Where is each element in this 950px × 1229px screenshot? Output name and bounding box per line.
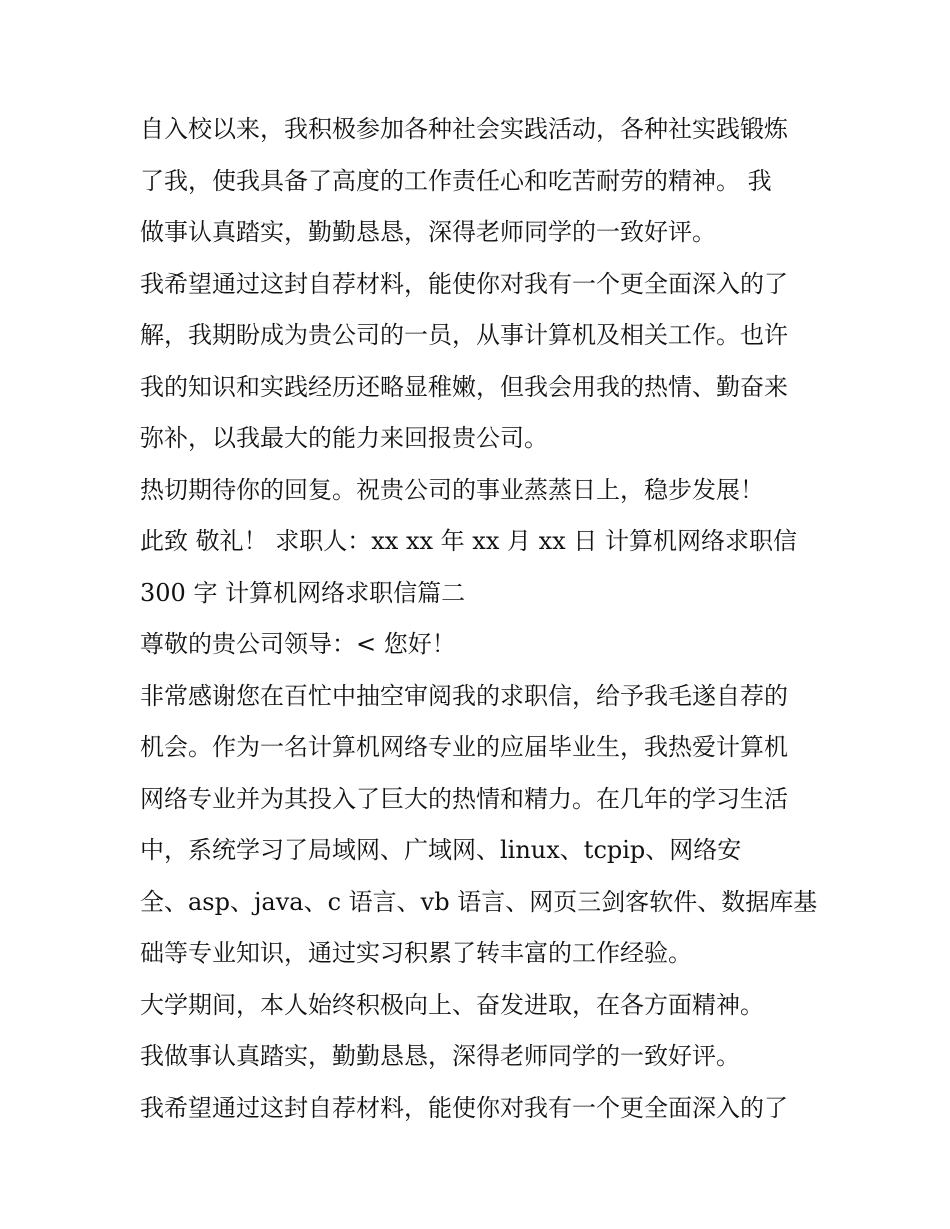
text-line: 我的知识和实践经历还略显稚嫩，但我会用我的热情、勤奋来 (140, 372, 788, 401)
text-line: 机会。作为一名计算机网络专业的应届毕业生，我热爱计算机 (140, 733, 788, 761)
text-line: 我希望通过这封自荐材料，能使你对我有一个更全面深入的了 (140, 269, 788, 298)
text-line: 全、asp、java、c 语言、vb 语言、网页三剑客软件、数据库基 (140, 887, 818, 916)
text-line: 热切期待你的回复。祝贵公司的事业蒸蒸日上，稳步发展！ (140, 475, 764, 504)
text-line: 做事认真踏实，勤勤恳恳，深得老师同学的一致好评。 (140, 218, 716, 246)
text-line: 网络专业并为其投入了巨大的热情和精力。在几年的学习生活 (140, 784, 788, 813)
document-body (140, 104, 820, 1134)
section-title: 300 字 计算机网络求职信篇二 (140, 578, 466, 607)
text-line: 自入校以来，我积极参加各种社会实践活动，各种社实践锻炼 (140, 115, 788, 143)
text-line: 中，系统学习了局域网、广域网、linux、tcpip、网络安 (140, 836, 742, 864)
closing-line: 此致 敬礼！ 求职人：xx xx 年 xx 月 xx 日 计算机网络求职信 (140, 527, 797, 555)
text-line: 大学期间，本人始终积极向上、奋发进取，在各方面精神。 (140, 990, 764, 1019)
text-line: 我做事认真踏实，勤勤恳恳，深得老师同学的一致好评。 (140, 1042, 740, 1070)
text-line: 础等专业知识，通过实习积累了转丰富的工作经验。 (140, 939, 692, 967)
text-line: 解，我期盼成为贵公司的一员，从事计算机及相关工作。也许 (140, 321, 788, 349)
text-line: 了我，使我具备了高度的工作责任心和吃苦耐劳的精神。 我 (140, 166, 772, 195)
text-line: 我希望通过这封自荐材料，能使你对我有一个更全面深入的了 (140, 1093, 788, 1122)
text-line: 弥补，以我最大的能力来回报贵公司。 (140, 424, 548, 452)
text-line: 非常感谢您在百忙中抽空审阅我的求职信，给予我毛遂自荐的 (140, 681, 788, 710)
salutation: 尊敬的贵公司领导：< 您好！ (140, 630, 456, 658)
